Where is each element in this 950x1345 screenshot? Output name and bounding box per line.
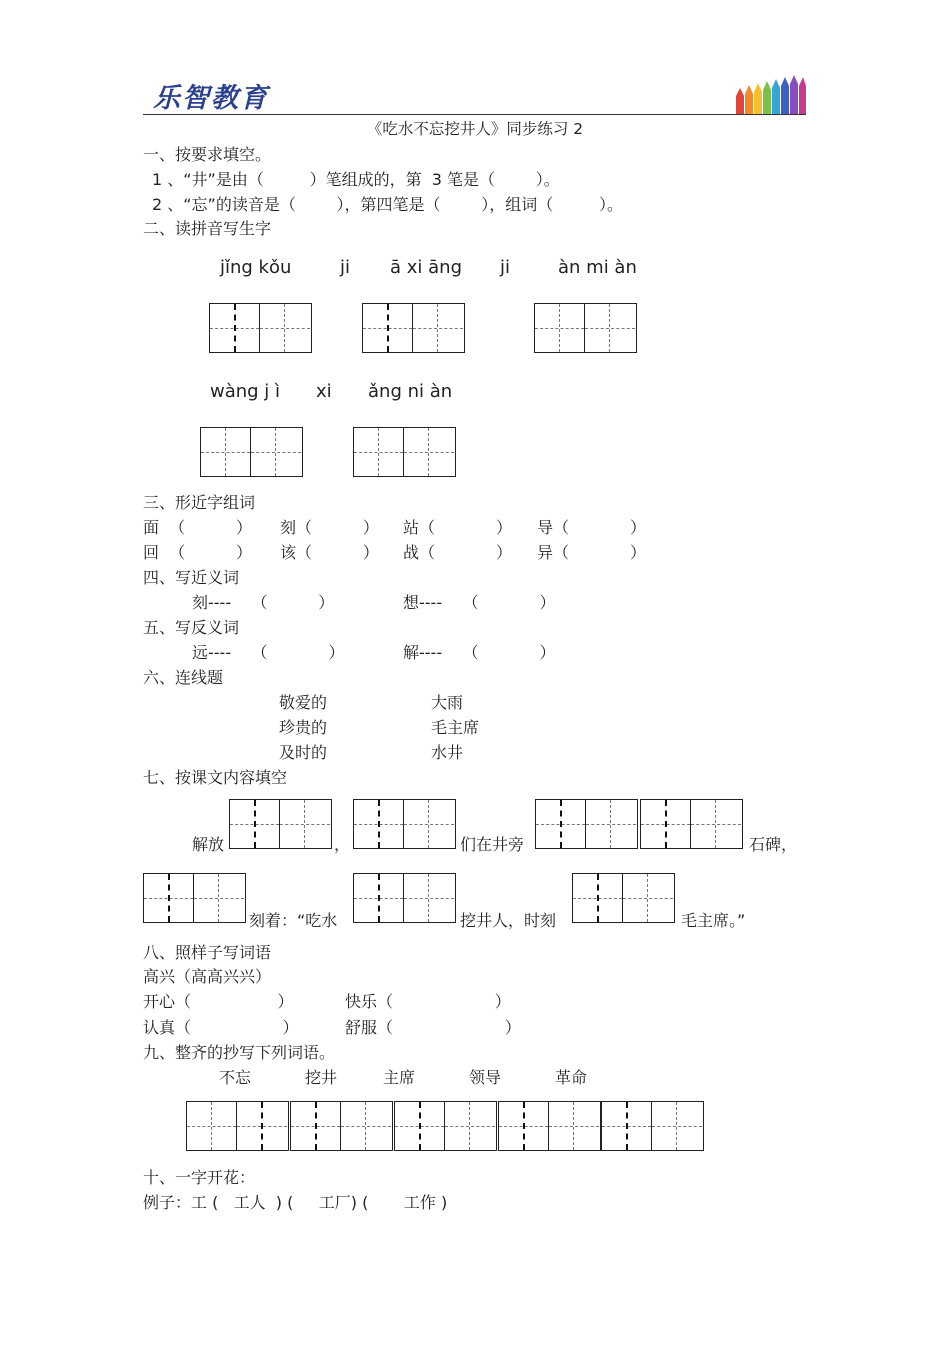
writing-grid[interactable] bbox=[353, 873, 456, 923]
copy-word: 革命 bbox=[555, 1068, 588, 1087]
match-right[interactable]: 毛主席 bbox=[431, 718, 480, 737]
word-item: 导（ ） bbox=[537, 518, 647, 537]
synonym-item: 想---- （ ） bbox=[403, 593, 556, 612]
writing-grid[interactable] bbox=[229, 799, 332, 849]
section-9-heading: 九、整齐的抄写下列词语。 bbox=[143, 1043, 336, 1062]
writing-grid[interactable] bbox=[353, 427, 456, 477]
writing-grid[interactable] bbox=[601, 1101, 704, 1151]
writing-grid[interactable] bbox=[394, 1101, 497, 1151]
logo: 乐智教育 bbox=[153, 83, 269, 114]
fill-text: ， bbox=[334, 835, 351, 854]
section-3-heading: 三、形近字组词 bbox=[143, 493, 256, 512]
question-1-2: 2 、“忘”的读音是（ ），第四笔是（ ），组词（ ）。 bbox=[152, 195, 623, 214]
section-7-heading: 七、按课文内容填空 bbox=[143, 768, 288, 787]
section-1-heading: 一、按要求填空。 bbox=[143, 145, 272, 164]
writing-grid[interactable] bbox=[535, 799, 638, 849]
word-item: 舒服（ ） bbox=[345, 1018, 521, 1037]
pinyin: xi bbox=[316, 381, 332, 402]
antonym-item: 解---- （ ） bbox=[403, 643, 556, 662]
pinyin: jǐng kǒu bbox=[220, 257, 292, 278]
copy-word: 主席 bbox=[383, 1068, 416, 1087]
word-item: 面 （ ） bbox=[143, 518, 253, 537]
writing-grid[interactable] bbox=[353, 799, 456, 849]
writing-grid[interactable] bbox=[640, 799, 743, 849]
word-item: 站（ ） bbox=[403, 518, 513, 537]
copy-word: 不忘 bbox=[219, 1068, 252, 1087]
pinyin: ji bbox=[500, 257, 511, 278]
section-5-heading: 五、写反义词 bbox=[143, 618, 240, 637]
match-left[interactable]: 敬爱的 bbox=[279, 693, 328, 712]
synonym-item: 刻---- （ ） bbox=[192, 593, 335, 612]
match-right[interactable]: 水井 bbox=[431, 743, 464, 762]
fill-text: 刻着：“吃水 bbox=[249, 911, 338, 930]
fill-text: 石碑， bbox=[749, 835, 798, 854]
word-item: 开心（ ） bbox=[143, 992, 294, 1011]
pinyin: wàng j ì bbox=[210, 381, 281, 402]
pinyin: ji bbox=[340, 257, 351, 278]
writing-grid[interactable] bbox=[290, 1101, 393, 1151]
section-2-heading: 二、读拼音写生字 bbox=[143, 219, 272, 238]
word-item: 回 （ ） bbox=[143, 543, 253, 562]
writing-grid[interactable] bbox=[143, 873, 246, 923]
fill-text: 毛主席。” bbox=[681, 911, 746, 930]
pinyin: ā xi āng bbox=[390, 257, 462, 278]
word-item: 快乐（ ） bbox=[345, 992, 511, 1011]
writing-grid[interactable] bbox=[572, 873, 675, 923]
fill-text: 挖井人，时刻 bbox=[460, 911, 557, 930]
writing-grid[interactable] bbox=[498, 1101, 601, 1151]
match-right[interactable]: 大雨 bbox=[431, 693, 464, 712]
pinyin: àn mi àn bbox=[558, 257, 637, 278]
section-10-heading: 十、一字开花： bbox=[143, 1168, 256, 1187]
writing-grid[interactable] bbox=[362, 303, 465, 353]
word-item: 该（ ） bbox=[280, 543, 379, 562]
page-title: 《吃水不忘挖井人》同步练习 2 bbox=[366, 120, 584, 138]
writing-grid[interactable] bbox=[534, 303, 637, 353]
copy-word: 挖井 bbox=[305, 1068, 338, 1087]
section-6-heading: 六、连线题 bbox=[143, 668, 224, 687]
question-1-1: 1 、“井”是由（ ）笔组成的，第 3 笔是（ ）。 bbox=[152, 170, 560, 189]
copy-word: 领导 bbox=[469, 1068, 502, 1087]
writing-grid[interactable] bbox=[186, 1101, 289, 1151]
header-rule bbox=[143, 114, 806, 115]
section-8-heading: 八、照样子写词语 bbox=[143, 943, 272, 962]
example-text: 例子：工 ( 工人 ) ( 工厂) ( 工作 ) bbox=[143, 1193, 448, 1212]
fill-text: 们在井旁 bbox=[460, 835, 525, 854]
fill-text: 解放 bbox=[192, 835, 225, 854]
word-item: 认真（ ） bbox=[143, 1018, 299, 1037]
word-item: 异（ ） bbox=[537, 543, 647, 562]
match-left[interactable]: 及时的 bbox=[279, 743, 328, 762]
pinyin: ǎng ni àn bbox=[368, 381, 453, 402]
match-left[interactable]: 珍贵的 bbox=[279, 718, 328, 737]
antonym-item: 远---- （ ） bbox=[192, 643, 345, 662]
example-text: 高兴（高高兴兴） bbox=[143, 967, 272, 986]
word-item: 刻（ ） bbox=[280, 518, 379, 537]
writing-grid[interactable] bbox=[209, 303, 312, 353]
writing-grid[interactable] bbox=[200, 427, 303, 477]
section-4-heading: 四、写近义词 bbox=[143, 568, 240, 587]
pencils-icon bbox=[734, 74, 806, 114]
word-item: 战（ ） bbox=[403, 543, 513, 562]
